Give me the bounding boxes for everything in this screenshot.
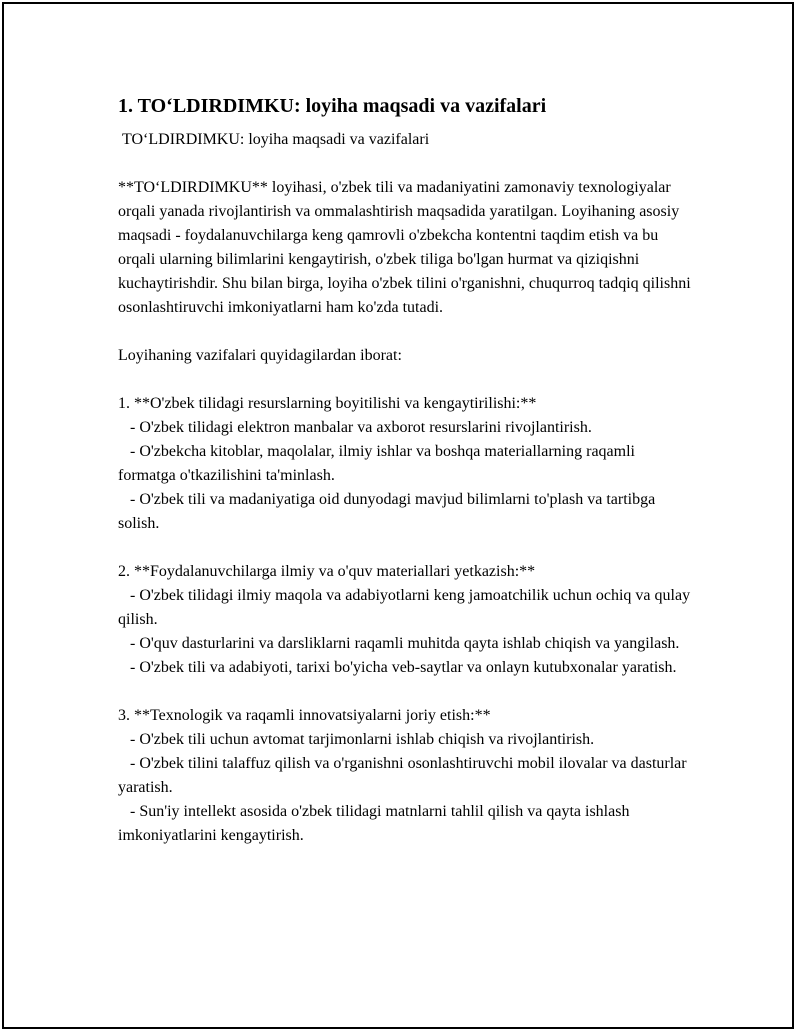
document-body: [118, 92, 693, 872]
list-item: - O'zbekcha kitoblar, maqolalar, ilmiy ishlar va boshqa materiallarning raqamli formatga o'tkazilishini ta'minlash.: [118, 443, 639, 484]
list-item: - O'zbek tili va adabiyoti, tarixi bo'yicha veb-saytlar va onlayn kutubxonalar yaratish.: [118, 659, 677, 676]
tasks-intro: Loyihaning vazifalari quyidagilardan iborat:: [118, 347, 402, 364]
section-title: 1. **O'zbek tilidagi resurslarning boyitilishi va kengaytirilishi:**: [118, 395, 537, 412]
list-item: - O'zbek tili uchun avtomat tarjimonlarni ishlab chiqish va rivojlantirish.: [118, 731, 595, 748]
task-section-3: [118, 704, 693, 848]
list-item: - O'zbek tilini talaffuz qilish va o'rganishni osonlashtiruvchi mobil ilovalar va dasturlar yaratish.: [118, 755, 691, 796]
task-section-1: [118, 392, 693, 536]
section-title: 2. **Foydalanuvchilarga ilmiy va o'quv materiallari yetkazish:**: [118, 563, 536, 580]
task-section-2: [118, 560, 693, 680]
list-item: - O'zbek tilidagi elektron manbalar va axborot resurslarini rivojlantirish.: [118, 419, 592, 436]
intro-paragraph: **TO‘LDIRDIMKU** loyihasi, o'zbek tili va madaniyatini zamonaviy texnologiyalar orqali yanada rivojlantirish va ommalashtirish maqsadida yaratilgan. Loyihaning asosiy maqsadi - foydalanuvchilarga keng qamrovli o'zbekcha kontentni taqdim etish va bu orqali ularning bilimlarini kengaytirish, o'zbek tiliga bo'lgan hurmat va qiziqishni kuchaytirishdir. Shu bilan birga, loyiha o'zbek tilini o'rganishni, chuqurroq tadqiq qilishni osonlashtiruvchi imkoniyatlarni ham ko'zda tutadi.: [118, 179, 695, 316]
list-item: - O'quv dasturlarini va darsliklarni raqamli muhitda qayta ishlab chiqish va yangilash.: [118, 635, 680, 652]
section-title: 3. **Texnologik va raqamli innovatsiyalarni joriy etish:**: [118, 707, 491, 724]
list-item: - O'zbek tili va madaniyatiga oid dunyodagi mavjud bilimlarni to'plash va tartibga solish.: [118, 491, 660, 532]
list-item: - O'zbek tilidagi ilmiy maqola va adabiyotlarni keng jamoatchilik uchun ochiq va qulay qilish.: [118, 587, 695, 628]
list-item: - Sun'iy intellekt asosida o'zbek tilidagi matnlarni tahlil qilish va qayta ishlash imkoniyatlarini kengaytirish.: [118, 803, 634, 844]
page-subtitle: TO‘LDIRDIMKU: loyiha maqsadi va vazifalari: [118, 131, 430, 148]
page-title: 1. TO‘LDIRDIMKU: loyiha maqsadi va vazifalari: [118, 95, 547, 117]
